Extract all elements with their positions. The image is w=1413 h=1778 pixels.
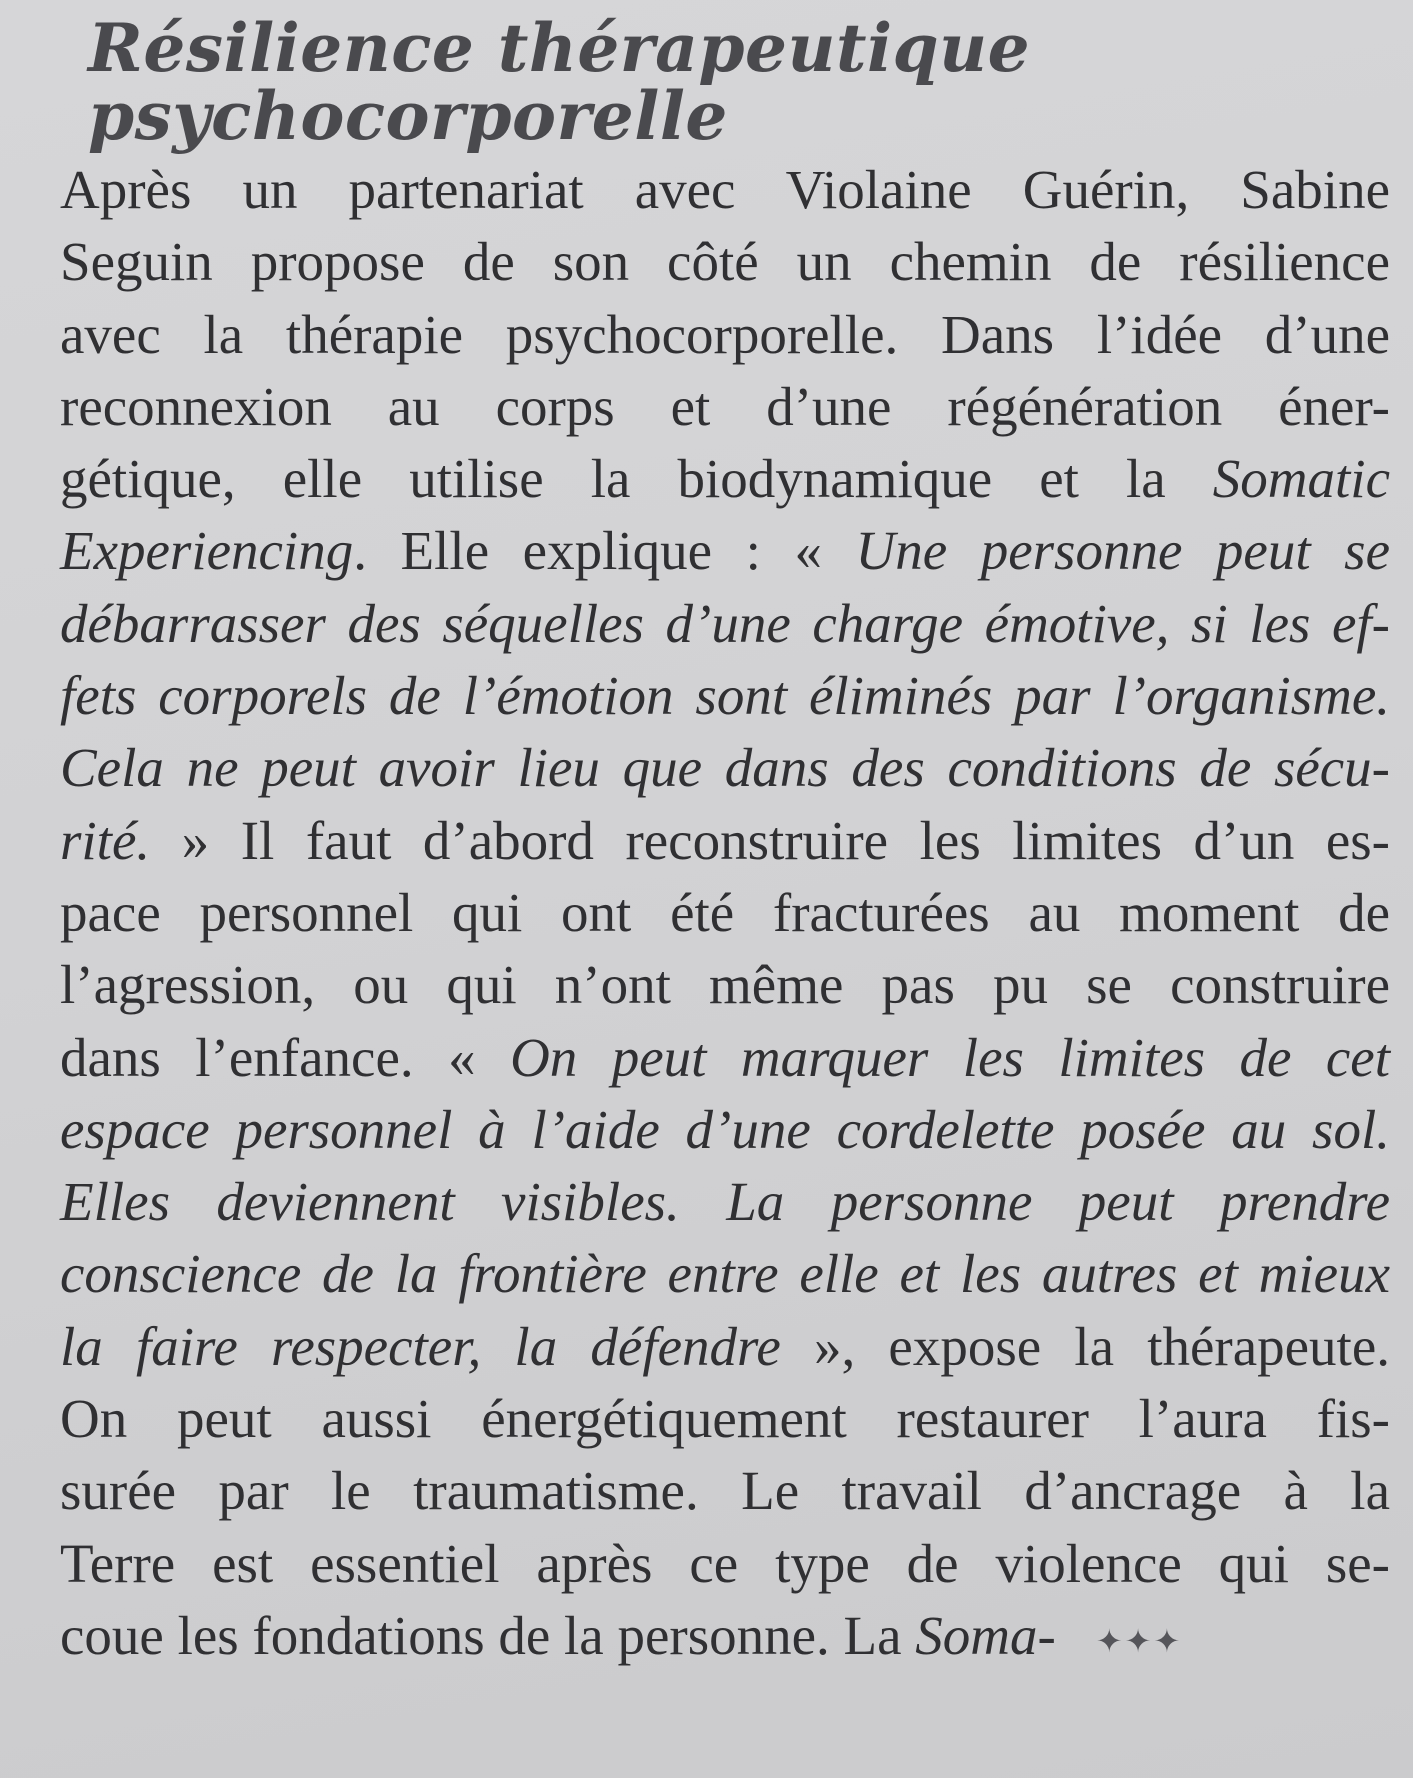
text-segment: coue les fondations de la personne. La — [60, 1604, 916, 1666]
italic-quote-segment: fets corporels de l’émotion sont éliminés par l’organisme. — [60, 665, 1390, 727]
italic-quote-segment: Soma- — [915, 1604, 1056, 1666]
body-paragraph — [60, 154, 1390, 1677]
text-segment: avec la thérapie psychocorporelle. Dans l’idée d’une — [60, 303, 1390, 365]
italic-quote-segment: conscience de la frontière entre elle et les autres et mieux — [60, 1243, 1390, 1305]
text-segment: reconnexion au corps et d’une régénération éner- — [60, 375, 1390, 437]
italic-quote-segment: débarrasser des séquelles d’une charge émotive, si les ef- — [60, 592, 1390, 654]
continuation-ornament: ✦✦✦ — [1095, 1623, 1183, 1660]
text-line — [60, 588, 1390, 660]
text-line — [60, 805, 1390, 877]
text-segment: » Il faut d’abord reconstruire les limites d’un es- — [150, 809, 1390, 871]
text-line — [60, 515, 1390, 587]
italic-quote-segment: Cela ne peut avoir lieu que dans des conditions de sécu- — [60, 737, 1390, 799]
text-segment: l’agression, ou qui n’ont même pas pu se construire — [60, 954, 1390, 1016]
text-segment: On peut aussi énergétiquement restaurer l’aura fis- — [60, 1388, 1390, 1450]
text-segment: », expose la thérapeute. — [780, 1315, 1390, 1377]
text-segment: dans l’enfance. « — [60, 1026, 511, 1088]
text-line — [60, 1238, 1390, 1310]
text-line — [60, 1311, 1390, 1383]
text-line — [60, 949, 1390, 1021]
italic-quote-segment: Une personne peut se — [855, 520, 1390, 582]
italic-quote-segment: On peut marquer les limites de cet — [510, 1026, 1390, 1088]
text-segment: gétique, elle utilise la biodynamique et la — [60, 448, 1213, 510]
text-segment: pace personnel qui ont été fracturées au moment de — [60, 881, 1390, 943]
section-heading — [88, 9, 1390, 155]
italic-quote-segment: Elles deviennent visibles. La personne peut prendre — [60, 1171, 1390, 1233]
text-segment: surée par le traumatisme. Le travail d’ancrage à la — [60, 1460, 1390, 1522]
text-line — [60, 1600, 1390, 1678]
italic-quote-segment: la faire respecter, la défendre — [60, 1315, 781, 1377]
text-line — [60, 299, 1390, 371]
italic-quote-segment: rité. — [60, 809, 151, 871]
text-line — [60, 1528, 1390, 1600]
text-line — [60, 226, 1390, 298]
italic-quote-segment: Somatic — [1212, 448, 1390, 510]
text-line — [60, 1455, 1390, 1527]
text-line — [60, 732, 1390, 804]
text-line — [60, 1022, 1390, 1094]
italic-quote-segment: Experiencing — [60, 520, 354, 582]
text-line — [60, 1383, 1390, 1455]
text-line — [60, 154, 1390, 226]
heading-line-1: Résilience thérapeutique — [88, 9, 1031, 87]
heading-line-2: psychocorporelle — [88, 77, 728, 155]
text-segment: Terre est essentiel après ce type de violence qui se- — [60, 1532, 1390, 1594]
text-segment: . Elle explique : « — [353, 520, 856, 582]
article-page — [60, 9, 1390, 1677]
text-line — [60, 660, 1390, 732]
text-segment: Seguin propose de son côté un chemin de résilience — [60, 231, 1390, 293]
text-line — [60, 443, 1390, 515]
text-line — [60, 1166, 1390, 1238]
text-segment: Après un partenariat avec Violaine Guérin, Sabine — [60, 159, 1390, 220]
text-line — [60, 877, 1390, 949]
text-line — [60, 371, 1390, 443]
text-line — [60, 1094, 1390, 1166]
italic-quote-segment: espace personnel à l’aide d’une cordelette posée au sol. — [60, 1098, 1390, 1160]
